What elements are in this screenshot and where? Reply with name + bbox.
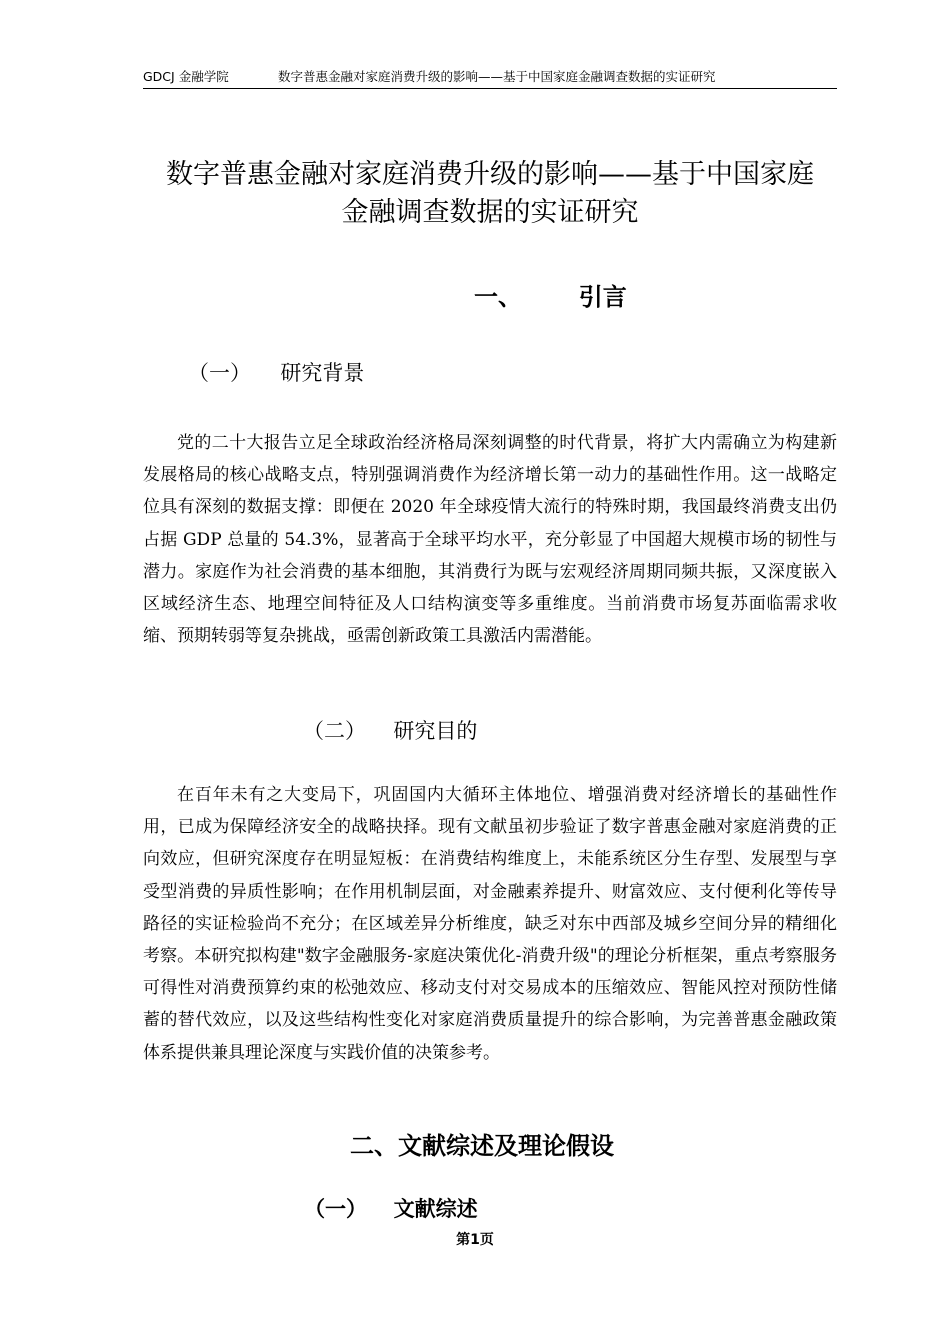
header-paper-title: 数字普惠金融对家庭消费升级的影响——基于中国家庭金融调查数据的实证研究 <box>278 69 716 84</box>
paper-title-line-1: 数字普惠金融对家庭消费升级的影响——基于中国家庭 <box>166 159 814 190</box>
background-paragraph: 党的二十大报告立足全球政治经济格局深刻调整的时代背景，将扩大内需确立为构建新发展格局的核心战略支点，特别强调消费作为经济增长第一动力的基础性作用。这一战略定位具有深刻的数据支撑：即便在 2020 年全球疫情大流行的特殊时期，我国最终消费支出仍占据 GDP 总量的 54.3%，显著高于全球平均水平，充分彰显了中国超大规模市场的韧性与潜力。家庭作为社会消费的基本细胞，其消费行为既与宏观经济周期同频共振，又深度嵌入区域经济生态、地理空间特征及人口结构演变等多重维度。当前消费市场复苏面临需求收缩、预期转弱等复杂挑战，亟需创新政策工具激活内需潜能。 <box>143 433 837 647</box>
subsection-2-1-heading <box>304 1195 478 1223</box>
section-2-heading: 二、文献综述及理论假设 <box>350 1132 614 1160</box>
subsection-1-2-heading <box>303 717 477 745</box>
section-1-number: 一、 <box>474 283 522 311</box>
subsection-2-1-title: 文献综述 <box>393 1197 478 1221</box>
page-number: 第1页 <box>456 1232 494 1248</box>
header-institution: GDCJ 金融学院 <box>143 69 229 84</box>
subsection-1-2-number: （二） <box>303 719 366 743</box>
paper-title <box>143 156 837 232</box>
subsection-1-1-heading <box>188 359 364 387</box>
objective-paragraph: 在百年未有之大变局下，巩固国内大循环主体地位、增强消费对经济增长的基础性作用，已成为保障经济安全的战略抉择。现有文献虽初步验证了数字普惠金融对家庭消费的正向效应，但研究深度存在明显短板：在消费结构维度上，未能系统区分生存型、发展型与享受型消费的异质性影响；在作用机制层面，对金融素养提升、财富效应、支付便利化等传导路径的实证检验尚不充分；在区域差异分析维度，缺乏对东中西部及城乡空间分异的精细化考察。本研究拟构建"数字金融服务-家庭决策优化-消费升级"的理论分析框架，重点考察服务可得性对消费预算约束的松弛效应、移动支付对交易成本的压缩效应、智能风控对预防性储蓄的替代效应，以及这些结构性变化对家庭消费质量提升的综合影响，为完善普惠金融政策体系提供兼具理论深度与实践价值的决策参考。 <box>143 785 837 1063</box>
paper-title-line-2: 金融调查数据的实证研究 <box>341 197 639 228</box>
subsection-2-1-number: （一） <box>304 1197 367 1221</box>
subsection-1-2-title: 研究目的 <box>393 719 478 743</box>
running-header <box>143 68 837 89</box>
section-1-title: 引言 <box>578 283 627 311</box>
section-1-heading <box>474 282 627 312</box>
subsection-1-1-number: （一） <box>188 361 251 385</box>
subsection-1-1-title: 研究背景 <box>280 361 365 385</box>
